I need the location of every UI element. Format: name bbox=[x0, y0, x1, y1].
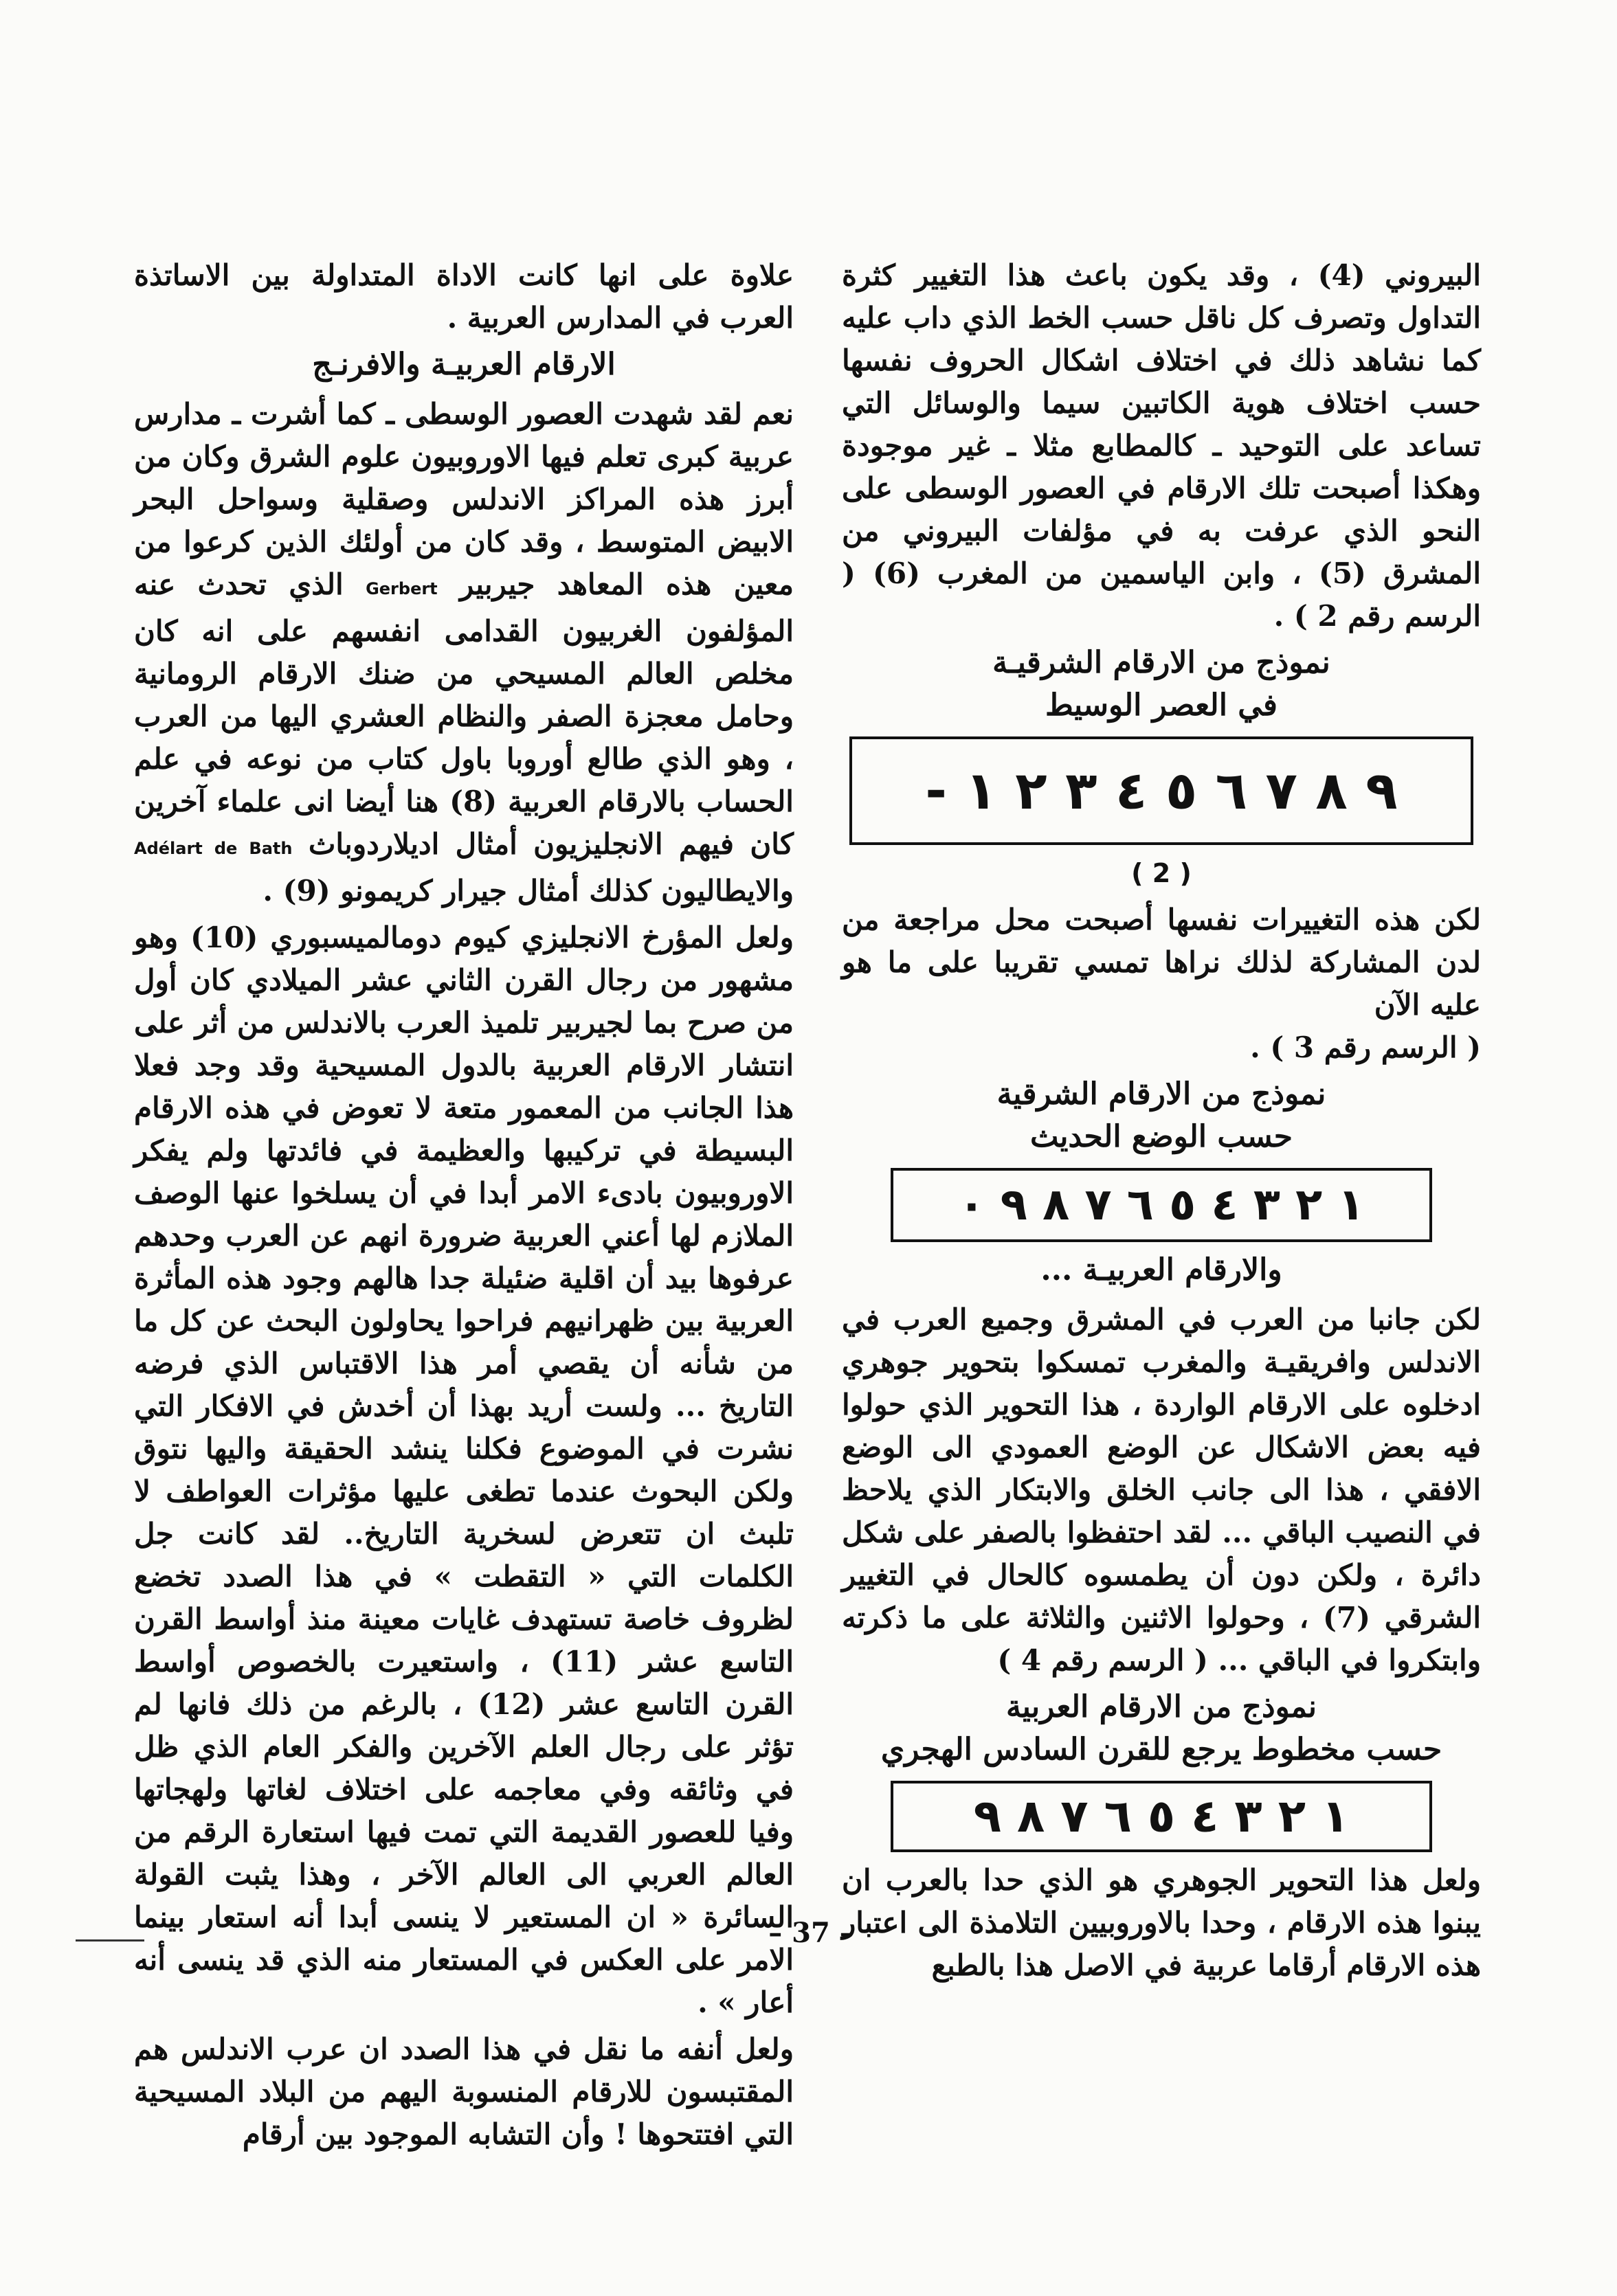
para-text: نعم لقد شهدت العصور الوسطى ـ كما أشرت ـ مدارس عربية كبرى تعلم فيها الاوروبيون علوم الشرق وكان من أبرز هذه المراكز الاندلس وصقلية وسواحل البحر الابيض المتوسط ، وقد كان من أولئك الذين كرعوا من معين هذه المعاهد جيربير bbox=[134, 397, 794, 601]
para-text: الذي تحدث عنه المؤلفون الغربيون القدامى انفسهم على انه كان مخلص العالم المسيحي من ضنك الارقام الرومانية وحامل معجزة الصفر والنظام العشري اليها من العرب ، وهو الذي طالع أوروبا باول كتاب من نوعه في علم الحساب بالارقام العربية (8) هنا أيضا انى علماء آخرين كان فيهم الانجليزيون أمثال اديلاردوباث bbox=[134, 567, 794, 861]
figure-eastern-modern-digits: ١ ٢ ٣ ٤ ٥ ٦ ٧ ٨ ٩ ٠ bbox=[891, 1168, 1432, 1242]
page-number: – 37 – bbox=[768, 1917, 854, 1949]
heading-eastern-medieval bbox=[842, 642, 1481, 727]
heading-line: نموذج من الارقام الشرقيـة bbox=[992, 645, 1330, 680]
latin-name-gerbert: Gerbert bbox=[366, 579, 438, 598]
figure-ref: ( الرسم رقم 3 ) . bbox=[1250, 1031, 1481, 1064]
heading-line: حسب مخطوط يرجع للقرن السادس الهجري bbox=[880, 1732, 1442, 1767]
heading-eastern-modern bbox=[842, 1073, 1481, 1158]
heading-arabic-numerals: والارقام العربيـة ... bbox=[1040, 1252, 1282, 1287]
left-para-3: ولعل المؤرخ الانجليزي كيوم دومالميسبوري (10) وهو مشهور من رجال القرن الثاني عشر الميلادي كان أول من صرح بما لجيربير تلميذ العرب بالاندلس من أثر على انتشار الارقام العربية بالدول المسيحية وقد وجد فعلا هذا الجانب من المعمور متعة لا تعوض في هذه الارقام البسيطة في تركيبها والعظيمة في فائدتها ولم يفكر الاوروبيون بادىء الامر أبدا في أن يسلخوا عنها الوصف الملازم لها أعني العربية ضرورة انهم عن العرب وحدهم عرفوها بيد أن اقلية ضئيلة جدا هالهم وجود هذه المأثرة العربية بين ظهرانيهم فراحوا يحاولون البحث عن كل ما من شأنه أن يقصي أمر هذا الاقتباس الذي فرضه التاريخ ... ولست أريد بهذا أن أخدش في الافكار التي نشرت في الموضوع فكلنا ينشد الحقيقة واليها نتوق ولكن البحوث عندما تطغى عليها مؤثرات العواطف لا تلبث ان تتعرض لسخرية التاريخ.. لقد كانت جل الكلمات التي « التقطت » في هذا الصدد تخضع لظروف خاصة تستهدف غايات معينة منذ أواسط القرن التاسع عشر (11) ، واستعيرت بالخصوص أواسط القرن التاسع عشر (12) ، بالرغم من ذلك فانها لم تؤثر على رجال العلم الآخرين والفكر العام الذي ظل في وثائقه وفي معاجمه على اختلاف لغاتها ولهجاتها وفيا للعصور القديمة التي تمت فيها استعارة الرقم من العالم العربي الى العالم الآخر ، وهذا يثبت القولة السائرة « ان المستعير لا ينسى أبدا أنه استعار بينما الامر على العكس في المستعار منه الذي قد ينسى أنه أعار » . bbox=[134, 921, 794, 2019]
para-text: والايطاليون كذلك أمثال جيرار كريمونو (9) . bbox=[263, 874, 794, 908]
right-column bbox=[842, 254, 1481, 1991]
right-para-4: ولعل هذا التحوير الجوهري هو الذي حدا بالعرب ان يبنوا هذه الارقام ، وحدا بالاوروبيين التلامذة الى اعتبار هذه الارقام أرقاما عربية في الاصل هذا بالطبع bbox=[842, 1863, 1481, 1982]
right-para-1: البيروني (4) ، وقد يكون باعث هذا التغيير كثرة التداول وتصرف كل ناقل حسب الخط الذي داب عليه كما نشاهد ذلك في اختلاف اشكال الحروف نفسها حسب اختلاف هوية الكاتبين سيما والوسائل التي تساعد على التوحيد ـ كالمطابع مثلا ـ غير موجودة وهكذا أصبحت تلك الارقام في العصور الوسطى على النحو الذي عرفت به في مؤلفات البيروني من المشرق (5) ، وابن الياسمين من المغرب (6) ( الرسم رقم 2 ) . bbox=[842, 258, 1481, 633]
right-para-2 bbox=[842, 899, 1481, 1069]
figure-arabic-manuscript-digits: ١ ٢ ٣ ٤ ٥ ٦ ٧ ٨ ٩ bbox=[891, 1781, 1432, 1852]
figure-caption: ( 2 ) bbox=[1131, 858, 1192, 888]
heading-line: في العصر الوسيط bbox=[1045, 688, 1278, 723]
heading-line: نموذج من الارقام الشرقية bbox=[996, 1077, 1326, 1112]
left-para-4: ولعل أنفه ما نقل في هذا الصدد ان عرب الاندلس هم المقتبسون للارقام المنسوبة اليهم من البلاد المسيحية التي افتتحوها ! وأن التشابه الموجود بين أرقام bbox=[134, 2032, 794, 2151]
right-para-3: لكن جانبا من العرب في المشرق وجميع العرب في الاندلس وافريقيـة والمغرب تمسكوا بتحوير جوهري ادخلوه على الارقام الواردة ، هذا التحوير الذي حولوا فيه بعض الاشكال عن الوضع العمودي الى الوضع الافقي ، هذا الى جانب الخلق والابتكار الذي يلاحظ في النصيب الباقي ... لقد احتفظوا بالصفر على شكل دائرة ، ولكن دون أن يطمسوه كالحال في التغيير الشرقي (7) ، وحولوا الاثنين والثلاثة على ما ذكرته وابتكروا في الباقي ... ( الرسم رقم 4 ) bbox=[842, 1303, 1481, 1677]
heading-arabic-numerals-franks: الارقام العربيـة والافرنـج bbox=[312, 347, 616, 382]
heading-line: حسب الوضع الحديث bbox=[1029, 1119, 1293, 1154]
left-para-2 bbox=[134, 393, 794, 912]
left-para-1: علاوة على انها كانت الاداة المتداولة بين الاساتذة العرب في المدارس العربية . bbox=[134, 258, 794, 335]
latin-name-adelart: Adélart de Bath bbox=[134, 839, 293, 858]
heading-arabic-manuscript bbox=[842, 1686, 1481, 1771]
para-text: لكن هذه التغييرات نفسها أصبحت محل مراجعة من لدن المشاركة لذلك نراها تمسي تقريبا على ما هو عليه الآن bbox=[842, 903, 1481, 1022]
figure-eastern-medieval-digits: - ٩ ٨ ٧ ٦ ٥ ٤ ٣ ٢ ١ bbox=[849, 736, 1473, 845]
heading-line: نموذج من الارقام العربية bbox=[1006, 1689, 1317, 1724]
footer-rule bbox=[76, 1939, 144, 1942]
left-column bbox=[134, 254, 794, 2160]
